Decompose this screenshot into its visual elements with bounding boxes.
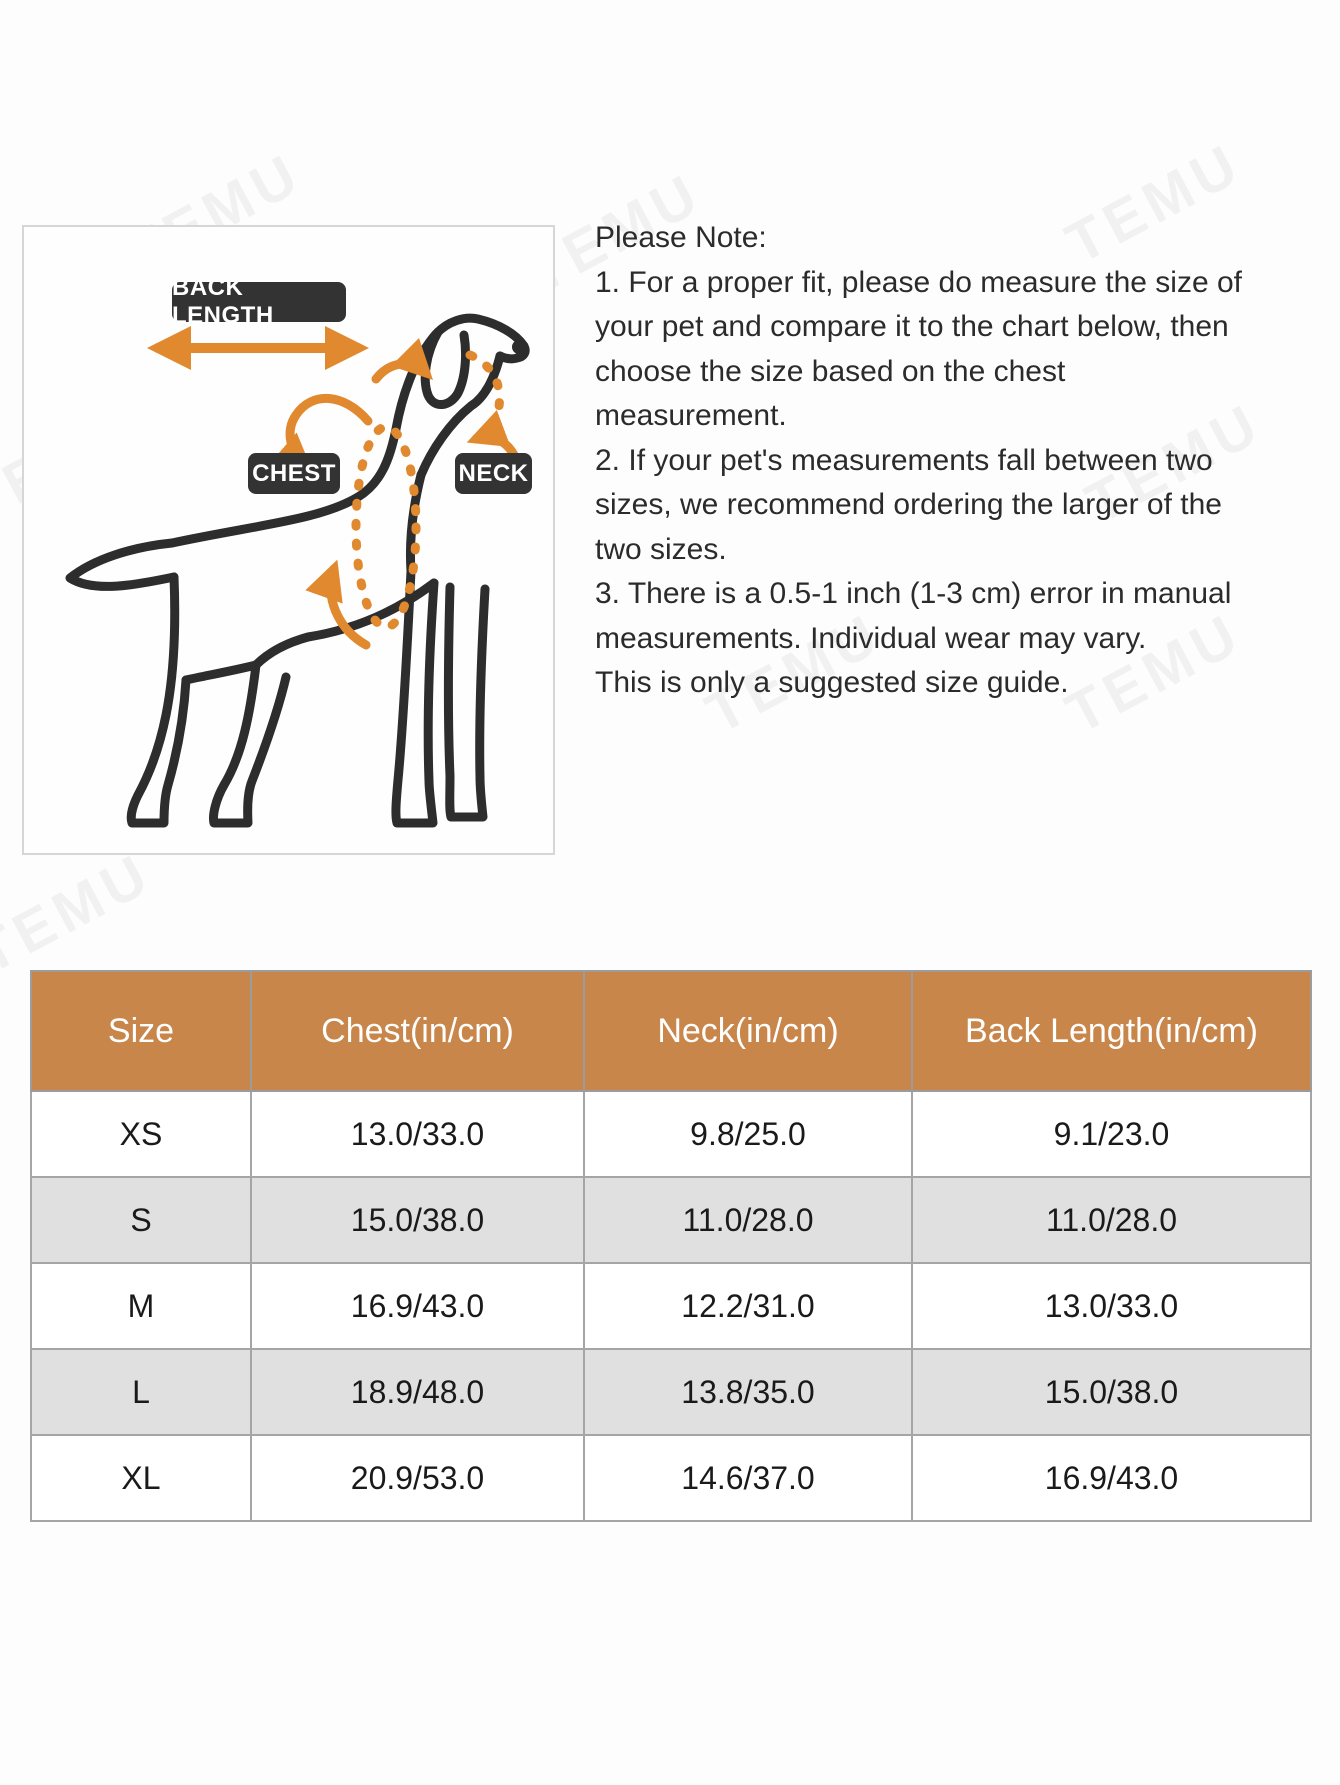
cell-neck: 11.0/28.0 — [584, 1177, 912, 1263]
neck-label-badge — [455, 453, 532, 494]
table-row-xl — [31, 1435, 1311, 1521]
table-row-m — [31, 1263, 1311, 1349]
cell-neck: 13.8/35.0 — [584, 1349, 912, 1435]
cell-neck: 14.6/37.0 — [584, 1435, 912, 1521]
table-row-l — [31, 1349, 1311, 1435]
temu-watermark — [0, 840, 163, 988]
cell-size: M — [31, 1263, 251, 1349]
dog-measurement-diagram — [22, 225, 555, 855]
cell-back: 16.9/43.0 — [912, 1435, 1311, 1521]
note-item-4: This is only a suggested size guide. — [595, 666, 1069, 699]
note-text-block — [595, 216, 1245, 706]
cell-size: XL — [31, 1435, 251, 1521]
cell-back: 9.1/23.0 — [912, 1091, 1311, 1177]
neck-label: NECK — [458, 459, 529, 487]
cell-back: 15.0/38.0 — [912, 1349, 1311, 1435]
dog-nose — [512, 340, 526, 354]
note-item-2: 2. If your pet's measurements fall between two sizes, we recommend ordering the larger of the two sizes. — [595, 443, 1222, 566]
cell-size: L — [31, 1349, 251, 1435]
back-length-label-badge — [172, 274, 346, 329]
cell-size: XS — [31, 1091, 251, 1177]
note-item-1: 1. For a proper fit, please do measure the size of your pet and compare it to the chart below, then choose the size based on the chest measurement. — [595, 265, 1243, 432]
cell-chest: 13.0/33.0 — [251, 1091, 584, 1177]
size-table-container — [30, 970, 1310, 1522]
neck-arrow-left — [376, 364, 426, 379]
cell-chest: 15.0/38.0 — [251, 1177, 584, 1263]
cell-chest: 20.9/53.0 — [251, 1435, 584, 1521]
cell-back: 11.0/28.0 — [912, 1177, 1311, 1263]
note-item-3: 3. There is a 0.5-1 inch (1-3 cm) error in manual measurements. Individual wear may vary. — [595, 577, 1232, 655]
chest-label: CHEST — [252, 459, 336, 487]
cell-size: S — [31, 1177, 251, 1263]
table-row-s — [31, 1177, 1311, 1263]
header-back-length: Back Length(in/cm) — [912, 971, 1311, 1091]
chest-label-badge — [248, 453, 340, 494]
back-length-label: BACK LENGTH — [172, 274, 274, 329]
header-size: Size — [31, 971, 251, 1091]
cell-neck: 12.2/31.0 — [584, 1263, 912, 1349]
table-header-row — [31, 971, 1311, 1091]
cell-chest: 16.9/43.0 — [251, 1263, 584, 1349]
cell-neck: 9.8/25.0 — [584, 1091, 912, 1177]
table-row-xs — [31, 1091, 1311, 1177]
size-table — [30, 970, 1312, 1522]
note-title: Please Note: — [595, 221, 767, 254]
cell-back: 13.0/33.0 — [912, 1263, 1311, 1349]
header-neck: Neck(in/cm) — [584, 971, 912, 1091]
cell-chest: 18.9/48.0 — [251, 1349, 584, 1435]
dog-body-outline — [70, 318, 525, 823]
header-chest: Chest(in/cm) — [251, 971, 584, 1091]
